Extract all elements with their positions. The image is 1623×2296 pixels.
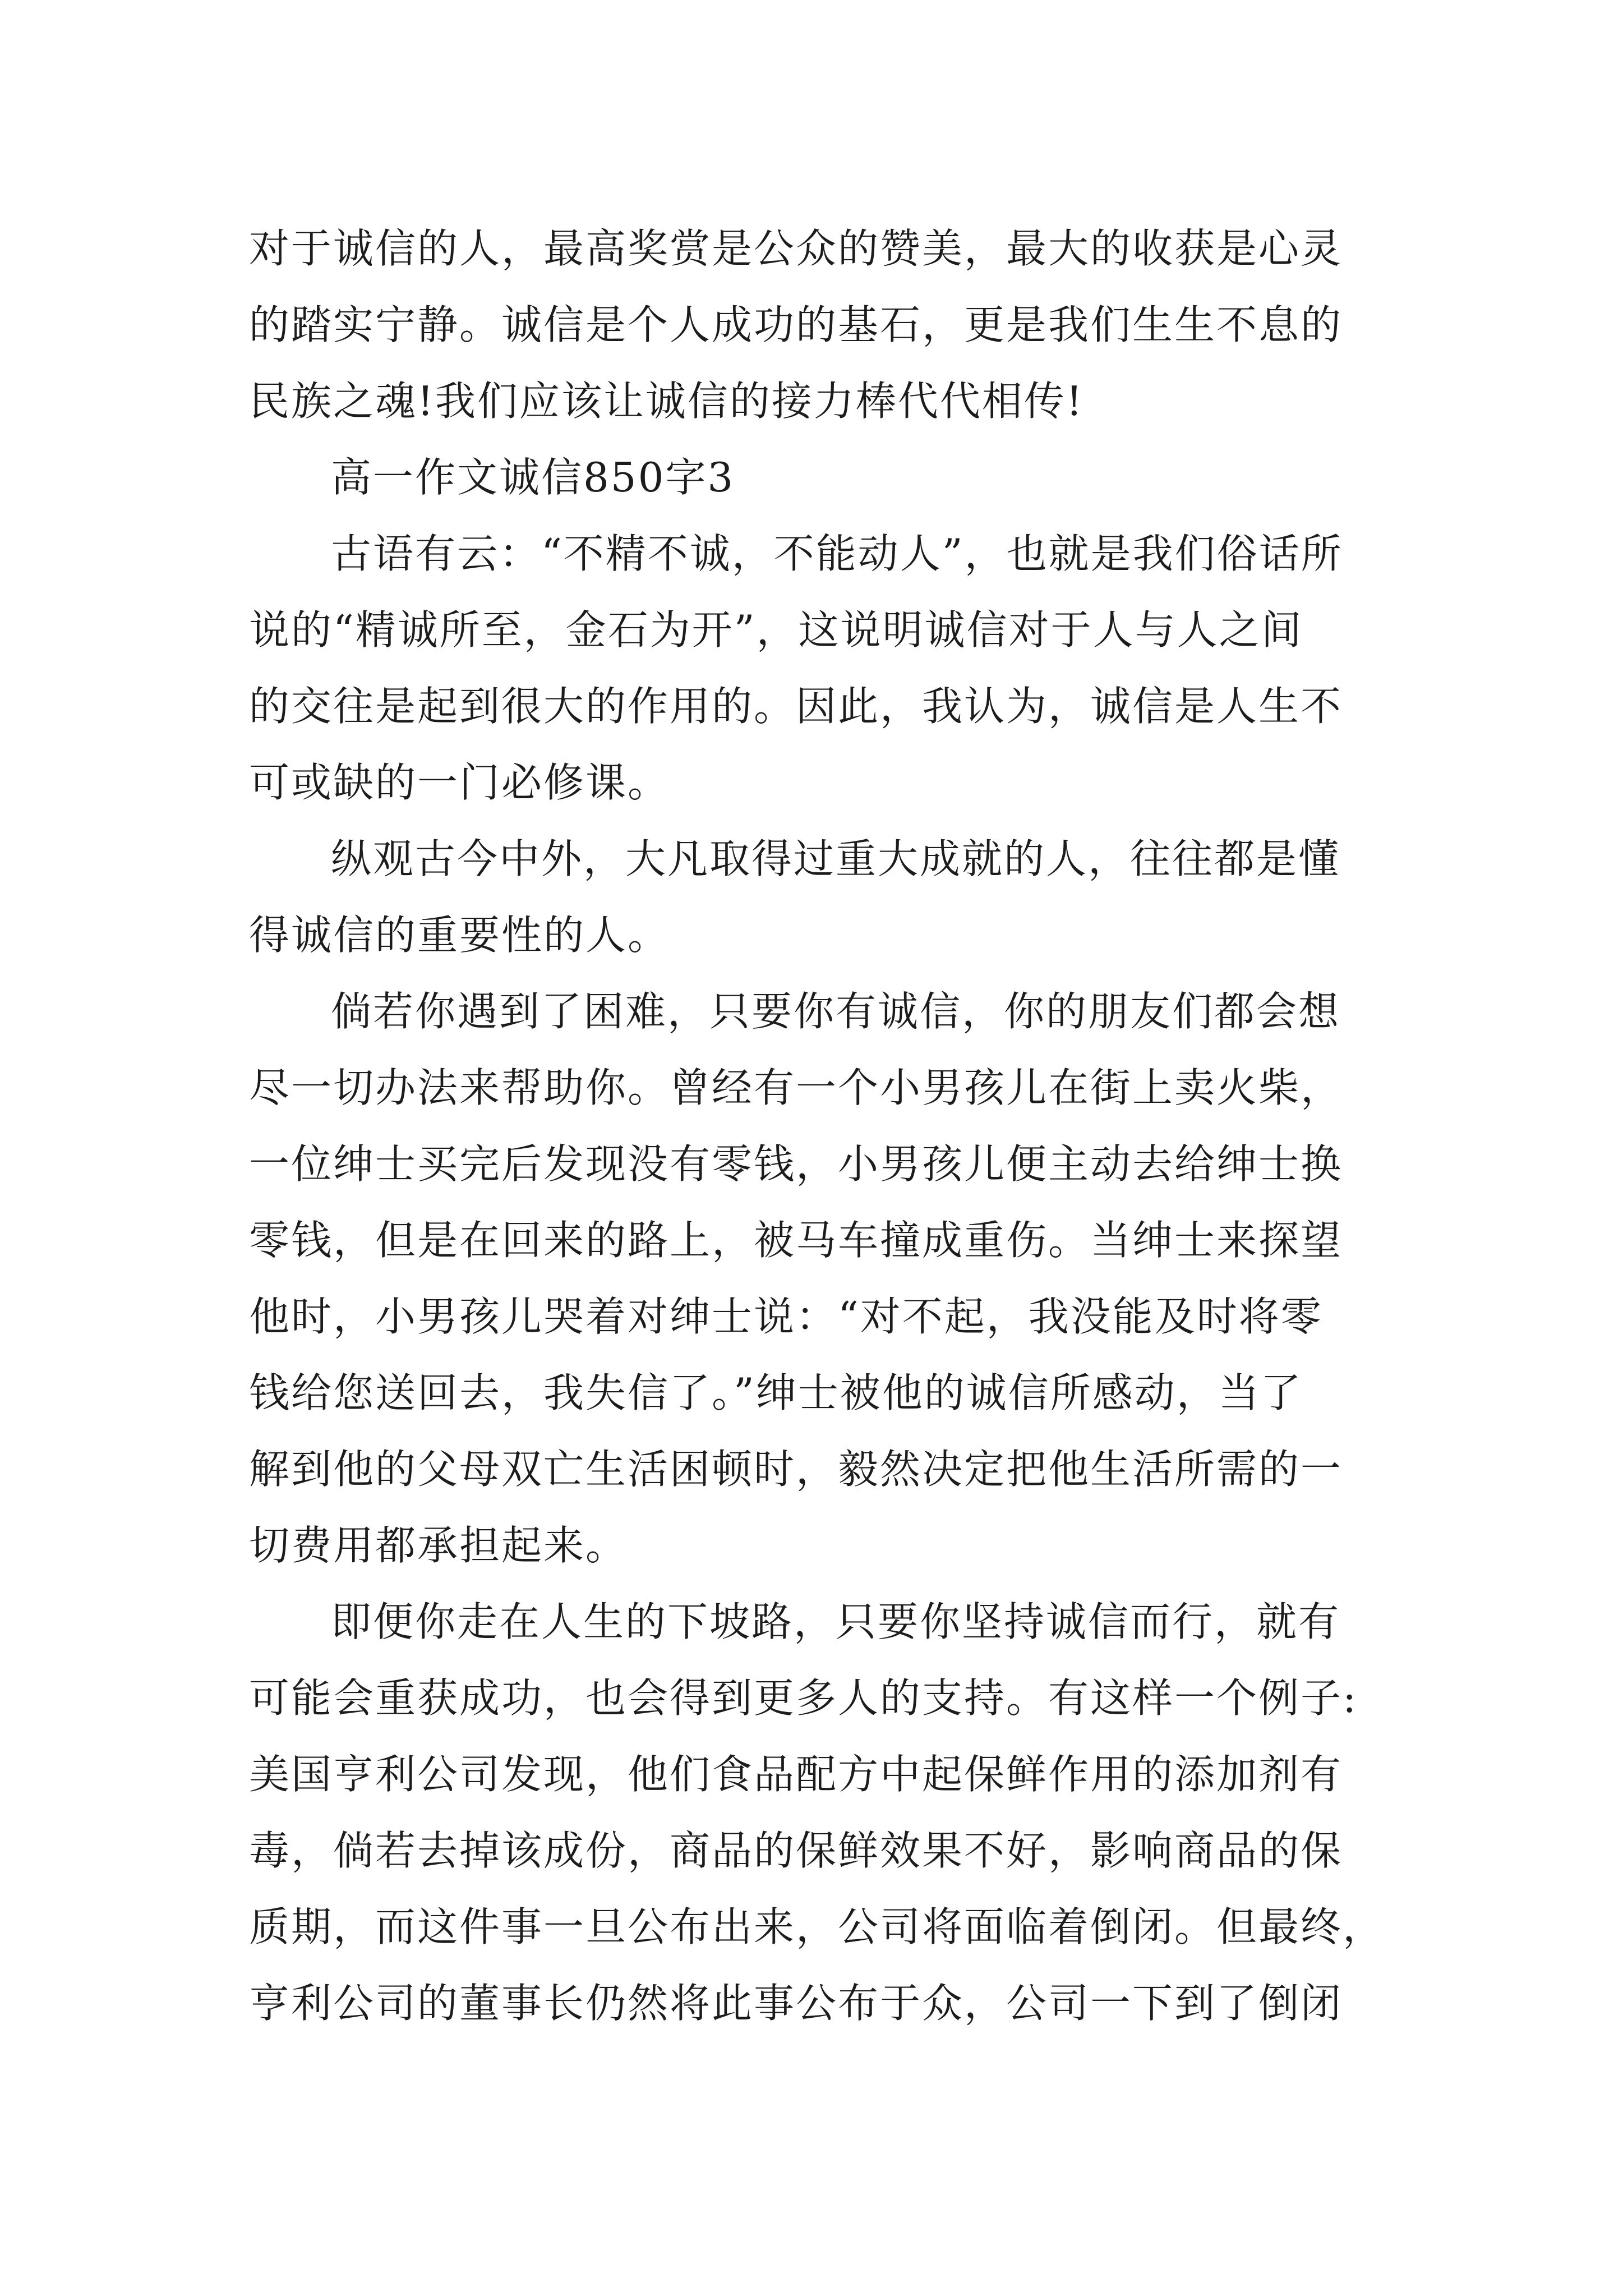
text-line: 毒，倘若去掉该成份，商品的保鲜效果不好，影响商品的保 (249, 1827, 1343, 1874)
text-line: 他时，小男孩儿哭着对绅士说：“对不起，我没能及时将零 (249, 1293, 1323, 1340)
text-line: 得诚信的重要性的人。 (249, 912, 670, 959)
text-line: 对于诚信的人，最高奖赏是公众的赞美，最大的收获是心灵 (249, 225, 1343, 272)
text-line: 零钱，但是在回来的路上，被马车撞成重伤。当绅士来探望 (249, 1217, 1343, 1264)
text-line: 可能会重获成功，也会得到更多人的支持。有这样一个例子: (249, 1674, 1358, 1722)
text-line: 一位绅士买完后发现没有零钱，小男孩儿便主动去给绅士换 (249, 1140, 1343, 1188)
text-line: 美国亨利公司发现，他们食品配方中起保鲜作用的添加剂有 (249, 1751, 1343, 1798)
text-line: 民族之魂!我们应该让诚信的接力棒代代相传! (249, 378, 1084, 425)
text-line: 解到他的父母双亡生活困顿时，毅然决定把他生活所需的一 (249, 1446, 1343, 1493)
section-heading: 高一作文诚信850字3 (331, 454, 735, 501)
text-line: 钱给您送回去，我失信了。”绅士被他的诚信所感动，当了 (249, 1369, 1303, 1416)
text-line: 说的“精诚所至，金石为开”，这说明诚信对于人与人之间 (249, 606, 1303, 654)
body-text (249, 210, 1387, 2041)
text-line: 倘若你遇到了困难，只要你有诚信，你的朋友们都会想 (331, 988, 1341, 1035)
text-line: 质期，而这件事一旦公布出来，公司将面临着倒闭。但最终， (249, 1903, 1385, 1950)
text-line: 的踏实宁静。诚信是个人成功的基石，更是我们生生不息的 (249, 301, 1343, 348)
text-line: 可或缺的一门必修课。 (249, 759, 670, 806)
text-line: 即便你走在人生的下坡路，只要你坚持诚信而行，就有 (331, 1598, 1341, 1645)
text-line: 亨利公司的董事长仍然将此事公布于众，公司一下到了倒闭 (249, 1980, 1343, 2027)
text-line: 的交往是起到很大的作用的。因此，我认为，诚信是人生不 (249, 683, 1343, 730)
text-line: 古语有云：“不精不诚，不能动人”，也就是我们俗话所 (331, 530, 1343, 577)
text-line: 切费用都承担起来。 (249, 1522, 628, 1569)
text-line: 尽一切办法来帮助你。曾经有一个小男孩儿在街上卖火柴， (249, 1064, 1343, 1111)
text-line: 纵观古今中外，大凡取得过重大成就的人，往往都是懂 (331, 835, 1341, 882)
